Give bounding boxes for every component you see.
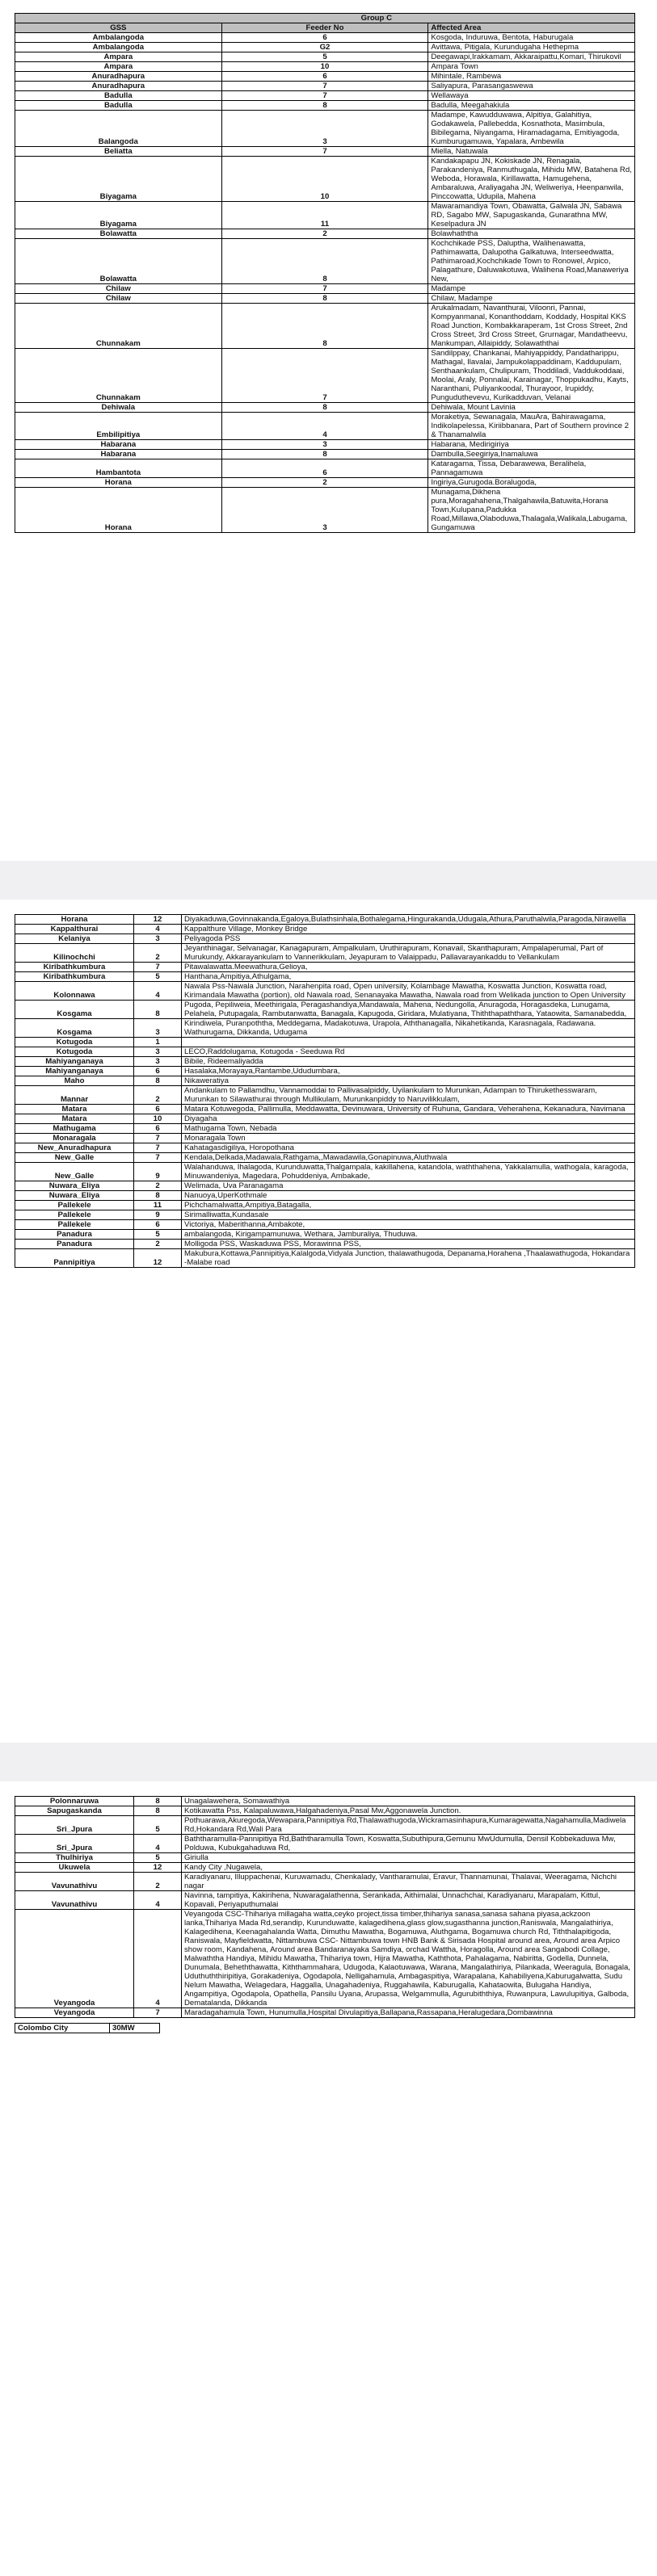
area-cell: Mawaramandiya Town, Obawatta, Galwala JN, Sabawa RD, Sagabo MW, Sapugaskanda, Gunarathna MW, Keselpadura JN xyxy=(428,202,635,229)
feeder-cell: 6 xyxy=(221,459,428,478)
area-cell: Unagalawehera, Somawathiya xyxy=(182,1797,635,1806)
area-cell: Mihintale, Rambewa xyxy=(428,72,635,82)
table-row xyxy=(15,488,635,533)
table-row xyxy=(15,294,635,304)
area-cell: Pothuarawa,Akuregoda,Wewapara,Pannipitiya Rd,Thalawathugoda,Wickramasinhapura,Kumaragewatta,Nagahamulla,Madiwela Rd,Hokandara Rd,Wali Para xyxy=(182,1816,635,1835)
gss-cell: Sapugaskanda xyxy=(15,1806,134,1816)
area-cell: Habarana, Medirigiriya xyxy=(428,440,635,450)
gss-cell: Vavunathivu xyxy=(15,1873,134,1891)
table-row xyxy=(15,1001,635,1019)
table-row xyxy=(15,239,635,284)
area-cell: Wellawaya xyxy=(428,91,635,101)
gss-cell: Anuradhapura xyxy=(15,82,222,91)
area-cell: Kataragama, Tissa, Debarawewa, Beralihela, Pannagamuwa xyxy=(428,459,635,478)
gss-cell: Horana xyxy=(15,478,222,488)
area-cell: Veyangoda CSC-Thihariya millagaha watta,ceyko project,tissa timber,thihariya sanasa,sanasa sahana piyasa,ackzoon lanka,Thihariya Mada Rd,serandip, Kurunduwatte, kalagedihena,glass glow,sugasthanna junction,Raniswala, Mangalathiriya, Kalagedihena, Keenagahalanda Watta, Dimuthu Mawatha, Bogamuwa, Aluthgama, Bogamuwa church Rd, Tiththalapitigoda, Raniswala, Mayfieldwatta, Nittambuwa CSC- Nittambuwa town HNB Bank & Sirisada Hospital around area, Around area Arpico show room, Kandahena, Around area Bandaranayaka Samdiya, orchad Wattha, Horagolla, Around area Sangabodi Collage, Malwaththa Handiya, Mihidu Mawatha, Thihariya town, Hijra Mawatha, Kaththota, Pahalagama, Nabiritta, Godella, Dunnela, Dunumala, Beheththawatta, Kiththammahara, Udugoda, Kalaotuwawa, Warana, Mangalathiriya, Pilankada, Weeragula, Bonagala, Uduthuththiripitiya, Gorakadeniya, Ogodapola, Nelligahamula, Ambagaspitiya, Warapalana, Kahabiliyena,Kaburugalwatta, Sudu Nelum Mawatha, Welagedara, Haggalla, Unagahadeniya, Ruggahawila, Kaburugalla, Kahataowita, Bulugaha Handiya, Angampitiya, Ogodapola, Opathella, Pansilu Uyana, Arupassa, Welgammulla, Agurubiththiya, Ruwanpura, Lawulupitiya, Galboda, Dematalanda, Dikkanda xyxy=(182,1910,635,2008)
outage-table-page-1 xyxy=(15,13,635,533)
table-row xyxy=(15,1853,635,1863)
table-row xyxy=(15,304,635,349)
feeder-cell: 9 xyxy=(134,1210,182,1220)
gss-cell: Chunnakam xyxy=(15,349,222,403)
area-cell: Mathugama Town, Nebada xyxy=(182,1124,635,1134)
table-row xyxy=(15,1134,635,1143)
gss-cell: Dehiwala xyxy=(15,403,222,413)
table-row xyxy=(15,52,635,62)
area-cell: Moraketiya, Sewanagala, MauAra, Bahirawagama, Indikolapelessa, Kiriibbanara, Part of Southern province 2 & Thanamalwila xyxy=(428,413,635,440)
area-cell: Munagama,Dikhena pura,Moragahahena,Thalgahawila,Batuwita,Horana Town,Kulupana,Padukka Road,Millawa,Olaboduwa,Thalagala,Walikala,Labugama, Gungamuwa xyxy=(428,488,635,533)
area-cell: Diyagaha xyxy=(182,1114,635,1124)
area-cell: Matara Kotuwegoda, Pallimulla, Meddawatta, Devinuwara, University of Ruhuna, Gandara, Veherahena, Kekanadura, Navimana xyxy=(182,1105,635,1114)
table-row xyxy=(15,1086,635,1105)
feeder-cell: 1 xyxy=(134,1038,182,1047)
table-row xyxy=(15,1220,635,1230)
area-cell: Miella, Natuwala xyxy=(428,147,635,157)
area-cell: Giriulla xyxy=(182,1853,635,1863)
gss-cell: Kiribathkumbura xyxy=(15,963,134,972)
table-row xyxy=(15,440,635,450)
gss-cell: Habarana xyxy=(15,450,222,459)
table-row xyxy=(15,450,635,459)
document-page-3 xyxy=(15,1796,635,2033)
outage-table-page-2 xyxy=(15,914,635,1268)
gss-cell: Pallekele xyxy=(15,1201,134,1210)
feeder-cell: 2 xyxy=(221,478,428,488)
area-cell: Madampe xyxy=(428,284,635,294)
feeder-cell: 8 xyxy=(221,403,428,413)
area-cell xyxy=(182,1038,635,1047)
table-row xyxy=(15,229,635,239)
gss-cell: Biyagama xyxy=(15,157,222,202)
gss-cell: Balangoda xyxy=(15,111,222,147)
area-cell: Kirindiwela, Puranpoththa, Meddegama, Madakotuwa, Urapola, Aththanagalla, Nikahetikanda, Karasnagala, Radawana. Wathurugama, Dikkanda, Udugama xyxy=(182,1019,635,1038)
area-cell: Monaragala Town xyxy=(182,1134,635,1143)
area-cell: Makubura,Kottawa,Pannipitiya,Kalalgoda,Vidyala Junction, thalawathugoda, Depanama,Horahena ,Thaalawathugoda, Hokandara -Malabe road xyxy=(182,1249,635,1268)
table-row xyxy=(15,2008,635,2018)
feeder-cell: 4 xyxy=(134,1891,182,1910)
gss-cell: New_Galle xyxy=(15,1163,134,1181)
table-row xyxy=(15,33,635,43)
gss-cell: Mannar xyxy=(15,1086,134,1105)
area-cell: Avittawa, Pitigala, Kurundugaha Hethepma xyxy=(428,43,635,52)
table-row xyxy=(15,2024,160,2033)
gss-cell: Bolawatta xyxy=(15,229,222,239)
feeder-cell: 3 xyxy=(221,111,428,147)
table-row xyxy=(15,157,635,202)
table-row xyxy=(15,91,635,101)
feeder-cell: 4 xyxy=(134,1835,182,1853)
table-row xyxy=(15,915,635,925)
gss-cell: Kotugoda xyxy=(15,1038,134,1047)
table-row xyxy=(15,43,635,52)
table-row xyxy=(15,1835,635,1853)
table-row xyxy=(15,944,635,963)
feeder-cell: 11 xyxy=(134,1201,182,1210)
gss-cell: Embilipitiya xyxy=(15,413,222,440)
gss-cell: Kolonnawa xyxy=(15,982,134,1001)
gss-cell: Panadura xyxy=(15,1230,134,1240)
feeder-cell: 3 xyxy=(134,934,182,944)
table-row xyxy=(15,413,635,440)
table-row xyxy=(15,1191,635,1201)
gss-cell: Panadura xyxy=(15,1240,134,1249)
gss-cell: Mathugama xyxy=(15,1124,134,1134)
gss-cell: Kiribathkumbura xyxy=(15,972,134,982)
gss-cell: Veyangoda xyxy=(15,2008,134,2018)
table-row xyxy=(15,101,635,111)
table-row xyxy=(15,1076,635,1086)
table-row xyxy=(15,1067,635,1076)
feeder-cell: 12 xyxy=(134,915,182,925)
group-title: Group C xyxy=(15,14,635,23)
table-row xyxy=(15,1114,635,1124)
feeder-cell: 4 xyxy=(134,1910,182,2008)
gss-cell: Beliatta xyxy=(15,147,222,157)
feeder-cell: 6 xyxy=(134,1105,182,1114)
gss-cell: Pannipitiya xyxy=(15,1249,134,1268)
table-row xyxy=(15,1863,635,1873)
area-cell: Nawala Pss-Nawala Junction, Narahenpita road, Open university, Kolambage Mawatha, Koswatta Junction, Koswatta road, Kirimandala Mawatha (portion), old Nawala road, Senanayaka Mawatha, Nawala road from Welikada junction to Open University xyxy=(182,982,635,1001)
gss-cell: Hambantota xyxy=(15,459,222,478)
area-cell: Nikaweratiya xyxy=(182,1076,635,1086)
table-row xyxy=(15,1210,635,1220)
gss-cell: New_Galle xyxy=(15,1153,134,1163)
gss-cell: Nuwara_Eliya xyxy=(15,1181,134,1191)
area-cell: Ampara Town xyxy=(428,62,635,72)
area-cell: LECO,Raddolugama, Kotugoda - Seeduwa Rd xyxy=(182,1047,635,1057)
gss-cell: Horana xyxy=(15,488,222,533)
table-row xyxy=(15,1047,635,1057)
area-cell: Dehiwala, Mount Lavinia xyxy=(428,403,635,413)
feeder-cell: 6 xyxy=(134,1124,182,1134)
area-cell: Kahatagasdigiliya, Horopothana xyxy=(182,1143,635,1153)
feeder-cell: 2 xyxy=(134,1086,182,1105)
table-row xyxy=(15,82,635,91)
feeder-cell: 5 xyxy=(134,972,182,982)
feeder-cell: 10 xyxy=(134,1114,182,1124)
gss-cell: Ukuwela xyxy=(15,1863,134,1873)
gss-cell: Sri_Jpura xyxy=(15,1816,134,1835)
gss-cell: Vavunathivu xyxy=(15,1891,134,1910)
table-row xyxy=(15,1797,635,1806)
area-cell: Navinna, tampitiya, Kakirihena, Nuwaragalathenna, Serankada, Aithimalai, Unnachchai, Karadiyanaru, Marapalam, Kittul, Kopavali, Periyaputhumalai xyxy=(182,1891,635,1910)
feeder-cell: 6 xyxy=(221,33,428,43)
table-row xyxy=(15,1201,635,1210)
feeder-cell: 7 xyxy=(221,147,428,157)
feeder-cell: G2 xyxy=(221,43,428,52)
area-cell: Bolawhaththa xyxy=(428,229,635,239)
table-row xyxy=(15,1124,635,1134)
column-header-feeder: Feeder No xyxy=(221,23,428,33)
feeder-cell: 7 xyxy=(221,284,428,294)
area-cell: Pichchamalwatta,Ampitiya,Batagalla, xyxy=(182,1201,635,1210)
gss-cell: Maho xyxy=(15,1076,134,1086)
feeder-cell: 2 xyxy=(134,944,182,963)
gss-cell: Colombo City xyxy=(15,2024,110,2033)
gss-cell: Badulla xyxy=(15,101,222,111)
gss-cell: Kotugoda xyxy=(15,1047,134,1057)
gss-cell: Mahiyanganaya xyxy=(15,1057,134,1067)
feeder-cell: 12 xyxy=(134,1249,182,1268)
area-cell: Kandakapapu JN, Kokiskade JN, Renagala, Parakandeniya, Ranmuthugala, Mihidu MW, Batahena Rd, Weboda, Horawala, Kirillawatta, Hamugehena, Ambaraluwa, Araliyagaha JN, Weliweriya, Heenpanwila, Pinccowatta, Udupila, Mahena xyxy=(428,157,635,202)
feeder-cell: 7 xyxy=(134,963,182,972)
table-row xyxy=(15,111,635,147)
feeder-cell: 3 xyxy=(221,440,428,450)
table-row xyxy=(15,925,635,934)
gss-cell: Ambalangoda xyxy=(15,33,222,43)
table-row xyxy=(15,1105,635,1114)
feeder-cell: 8 xyxy=(134,1806,182,1816)
feeder-cell: 8 xyxy=(134,1076,182,1086)
colombo-city-table xyxy=(15,2023,160,2033)
gss-cell: Kappalthurai xyxy=(15,925,134,934)
area-cell: Kandy City ,Nugawela, xyxy=(182,1863,635,1873)
gss-cell: Sri_Jpura xyxy=(15,1835,134,1853)
feeder-cell: 5 xyxy=(134,1853,182,1863)
area-cell: Sandilppay, Chankanai, Mahiyappiddy, Pandatharippu, Mathagal, Ilavalai, Jampukolappaddinam, Kaddupulam, Senthaankulam, Chulipuram, Thoddiladi, Vaddukoddaai, Moolai, Araly, Ponnalai, Karainagar, Thoppukadhu, Kayts, Naranthani, Puliyankoodal, Thurayoor, Irupiddy, Punguduthevevu, Kurikadduvan, Velanai xyxy=(428,349,635,403)
table-body xyxy=(15,1797,635,2018)
area-cell: Pitawalawatta.Meewathura,Gelioya, xyxy=(182,963,635,972)
table-row xyxy=(15,963,635,972)
area-cell: Sirimalliwatta,Kundasale xyxy=(182,1210,635,1220)
feeder-cell: 8 xyxy=(221,450,428,459)
feeder-cell: 7 xyxy=(221,349,428,403)
table-row xyxy=(15,1873,635,1891)
feeder-cell: 4 xyxy=(134,925,182,934)
feeder-cell: 4 xyxy=(134,982,182,1001)
feeder-cell: 2 xyxy=(221,229,428,239)
feeder-cell: 12 xyxy=(134,1863,182,1873)
feeder-cell: 2 xyxy=(134,1873,182,1891)
table-row xyxy=(15,72,635,82)
area-cell: Chilaw, Madampe xyxy=(428,294,635,304)
area-cell: Andankulam to Pallamdhu, Vannamoddai to Pallivasalpiddy, Uyilankulam to Murunkan, Adampan to Thirukethesswaram, Murunkan to Silawathurai through Mullikulam, Murunkanpiddy to Naruvilikkulam, xyxy=(182,1086,635,1105)
feeder-cell: 8 xyxy=(221,101,428,111)
area-cell: Dambulla,Seegiriya,Inamaluwa xyxy=(428,450,635,459)
area-cell: Deegawapi,Irakkamam, Akkaraipattu,Komari, Thirukovil xyxy=(428,52,635,62)
feeder-cell: 7 xyxy=(221,82,428,91)
gss-cell: Biyagama xyxy=(15,202,222,229)
table-body xyxy=(15,915,635,1268)
area-cell: Victoriya, Maberithanna,Ambakote, xyxy=(182,1220,635,1230)
gss-cell: Anuradhapura xyxy=(15,72,222,82)
area-cell: Molligoda PSS, Waskaduwa PSS, Morawinna PSS, xyxy=(182,1240,635,1249)
feeder-cell: 4 xyxy=(221,413,428,440)
column-header-area: Affected Area xyxy=(428,23,635,33)
gss-cell: Matara xyxy=(15,1105,134,1114)
feeder-cell: 30MW xyxy=(110,2024,160,2033)
feeder-cell: 8 xyxy=(134,1797,182,1806)
feeder-cell: 10 xyxy=(221,62,428,72)
gss-cell: Nuwara_Eliya xyxy=(15,1191,134,1201)
feeder-cell: 8 xyxy=(221,239,428,284)
feeder-cell: 6 xyxy=(134,1220,182,1230)
gss-cell: Mahiyanganaya xyxy=(15,1067,134,1076)
table-row xyxy=(15,1806,635,1816)
gss-cell: Chunnakam xyxy=(15,304,222,349)
table-row xyxy=(15,459,635,478)
page-gap xyxy=(0,1743,657,1781)
table-row xyxy=(15,202,635,229)
area-cell: Hanthana,Ampitiya,Athulgama, xyxy=(182,972,635,982)
gss-cell: Chilaw xyxy=(15,294,222,304)
feeder-cell: 7 xyxy=(134,1134,182,1143)
document-page-1 xyxy=(15,13,635,533)
feeder-cell: 7 xyxy=(134,1143,182,1153)
feeder-cell: 8 xyxy=(134,1001,182,1019)
gss-cell: Ampara xyxy=(15,52,222,62)
table-row xyxy=(15,1910,635,2008)
feeder-cell: 2 xyxy=(134,1181,182,1191)
feeder-cell: 7 xyxy=(134,1153,182,1163)
table-row xyxy=(15,1038,635,1047)
gss-cell: Kosgama xyxy=(15,1019,134,1038)
gss-cell: Kilinochchi xyxy=(15,944,134,963)
table-row xyxy=(15,972,635,982)
feeder-cell: 5 xyxy=(221,52,428,62)
area-cell: Badulla, Meegahakiula xyxy=(428,101,635,111)
table-row xyxy=(15,982,635,1001)
feeder-cell: 8 xyxy=(134,1191,182,1201)
area-cell: Peliyagoda PSS xyxy=(182,934,635,944)
gss-cell: Horana xyxy=(15,915,134,925)
table-row xyxy=(15,1143,635,1153)
area-cell: Saliyapura, Parasangaswewa xyxy=(428,82,635,91)
table-row xyxy=(15,1240,635,1249)
feeder-cell: 11 xyxy=(221,202,428,229)
feeder-cell: 6 xyxy=(221,72,428,82)
feeder-cell: 5 xyxy=(134,1816,182,1835)
gss-cell: New_Anuradhapura xyxy=(15,1143,134,1153)
area-cell: Walahanduwa, Ihalagoda, Kurunduwatta,Thalgampala, kakillahena, katandola, waththahena, Yakkalamulla, wathogala, karagoda, Minuwandeniya, Magedara, Pohuddeniya, Ambakade, xyxy=(182,1163,635,1181)
table-row xyxy=(15,1230,635,1240)
gss-cell: Kosgama xyxy=(15,1001,134,1019)
table-row xyxy=(15,349,635,403)
area-cell: Madampe, Kawudduwawa, Alpitiya, Galahitiya, Godakawela, Pallebedda, Kosnathota, Masimbula, Bibilegama, Niyangama, Hiramadagama, Emitiyagoda, Kumburugamuwa, Yapalara, Ambewila xyxy=(428,111,635,147)
gss-cell: Chilaw xyxy=(15,284,222,294)
table-body xyxy=(15,33,635,533)
table-row xyxy=(15,1163,635,1181)
area-cell: Arukalmadam, Navanthurai, Viloonri, Pannai, Kompyanmanal, Konanthoddam, Koddady, Hospital KKS Road Junction, Kombakkaraperam, 1st Cross Street, 2nd Cross Street, 3rd Cross Street, Grurnagar, Mandatheevu, Mankumpan, Allaipiddy, Solawaththai xyxy=(428,304,635,349)
area-cell: Kappalthure Village, Monkey Bridge xyxy=(182,925,635,934)
gss-cell: Bolawatta xyxy=(15,239,222,284)
page-gap xyxy=(0,861,657,900)
feeder-cell: 8 xyxy=(221,294,428,304)
gss-cell: Kelaniya xyxy=(15,934,134,944)
table-row xyxy=(15,403,635,413)
feeder-cell: 6 xyxy=(134,1067,182,1076)
outage-table-page-3 xyxy=(15,1796,635,2018)
area-cell: ambalangoda, Kirigampamunuwa, Wethara, Jamburaliya, Thuduwa. xyxy=(182,1230,635,1240)
area-cell: Kosgoda, Induruwa, Bentota, Haburugala xyxy=(428,33,635,43)
area-cell: Hasalaka,Morayaya,Rantambe,Ududumbara, xyxy=(182,1067,635,1076)
gss-cell: Habarana xyxy=(15,440,222,450)
area-cell: Kochchikade PSS, Daluptha, Walihenawatta, Pathimawatta, Dalupotha Galkatuwa, Interseedwatta, Pathimaroad,Kochchikade Town to Ronowel, Arpico, Palagathure, Daluwakotuwa, Walihena Road,Manaweriya New, xyxy=(428,239,635,284)
gss-cell: Matara xyxy=(15,1114,134,1124)
table-row xyxy=(15,1019,635,1038)
feeder-cell: 10 xyxy=(221,157,428,202)
feeder-cell: 7 xyxy=(221,91,428,101)
area-cell: Jeyanthinagar, Selvanagar, Kanagapuram, Ampalkulam, Uruthirapuram, Konavail, Skanthapuram, Ampalaperumal, Part of Murukundy, Akkarayankulam to Vannerikkulam, Jeyapuram to Valaippadu, Pallavarayankaddu to Vellankulam xyxy=(182,944,635,963)
table-row xyxy=(15,284,635,294)
area-cell: Kotikawatta Pss, Kalapaluwawa,Halgahadeniya,Pasal Mw,Aggonawela Junction. xyxy=(182,1806,635,1816)
feeder-cell: 3 xyxy=(134,1047,182,1057)
feeder-cell: 2 xyxy=(134,1240,182,1249)
feeder-cell: 5 xyxy=(134,1230,182,1240)
table-row xyxy=(15,1057,635,1067)
table-row xyxy=(15,1816,635,1835)
gss-cell: Thulhiriya xyxy=(15,1853,134,1863)
gss-cell: Pallekele xyxy=(15,1220,134,1230)
area-cell: Kendala,Delkada,Madawala,Rathgama,,Mawadawila,Gonapinuwa,Aluthwala xyxy=(182,1153,635,1163)
gss-cell: Veyangoda xyxy=(15,1910,134,2008)
gss-cell: Badulla xyxy=(15,91,222,101)
table-row xyxy=(15,62,635,72)
table-row xyxy=(15,1153,635,1163)
table-row xyxy=(15,1181,635,1191)
gss-cell: Ambalangoda xyxy=(15,43,222,52)
table-row xyxy=(15,478,635,488)
feeder-cell: 7 xyxy=(134,2008,182,2018)
area-cell: Baththaramulla-Pannipitiya Rd,Baththaramulla Town, Koswatta,Subuthipura,Gemunu MwUdumulla, Densil Kobbekaduwa Mw, Polduwa, Kubukgahaduwa Rd, xyxy=(182,1835,635,1853)
feeder-cell: 3 xyxy=(134,1057,182,1067)
feeder-cell: 9 xyxy=(134,1163,182,1181)
feeder-cell: 3 xyxy=(221,488,428,533)
area-cell: Maradagahamula Town, Hunumulla,Hospital Divulapitiya,Ballapana,Rassapana,Heralugedara,Dombawinna xyxy=(182,2008,635,2018)
area-cell: Nanuoya,UperKothmale xyxy=(182,1191,635,1201)
table-row xyxy=(15,934,635,944)
table-row xyxy=(15,1891,635,1910)
area-cell: Welimada, Uva Paranagama xyxy=(182,1181,635,1191)
area-cell: Karadiyanaru, Illuppachenai, Kuruwamadu, Chenkalady, Vantharamulai, Eravur, Thannamunai, Thalavai, Weeragama, Nichchi nagar xyxy=(182,1873,635,1891)
gss-cell: Polonnaruwa xyxy=(15,1797,134,1806)
column-header-gss: GSS xyxy=(15,23,222,33)
feeder-cell: 3 xyxy=(134,1019,182,1038)
area-cell: Diyakaduwa,Govinnakanda,Egaloya,Bulathsinhala,Bothalegama,Hingurakanda,Udugala,Athura,Paruthalwila,Paragoda,Nirawella xyxy=(182,915,635,925)
area-cell: Pugoda, Pepiliweia, Meethirigala, Peragashandiya,Mandawala, Mahena, Nedungolla, Anuragoda, Horagasdeka, Lunugama, Pelahela, Putupagala, Rambutanwatta, Banagala, Kapugoda, Giridara, Mulatiyana, Thiththapaththara, Yataowita, Samanabedda, xyxy=(182,1001,635,1019)
feeder-cell: 8 xyxy=(221,304,428,349)
table-row xyxy=(15,147,635,157)
gss-cell: Monaragala xyxy=(15,1134,134,1143)
gss-cell: Ampara xyxy=(15,62,222,72)
area-cell: Ingiriya,Gurugoda.Boralugoda, xyxy=(428,478,635,488)
area-cell: Bibile, Rideemaliyadda xyxy=(182,1057,635,1067)
gss-cell: Pallekele xyxy=(15,1210,134,1220)
document-page-2 xyxy=(15,914,635,1268)
table-row xyxy=(15,1249,635,1268)
